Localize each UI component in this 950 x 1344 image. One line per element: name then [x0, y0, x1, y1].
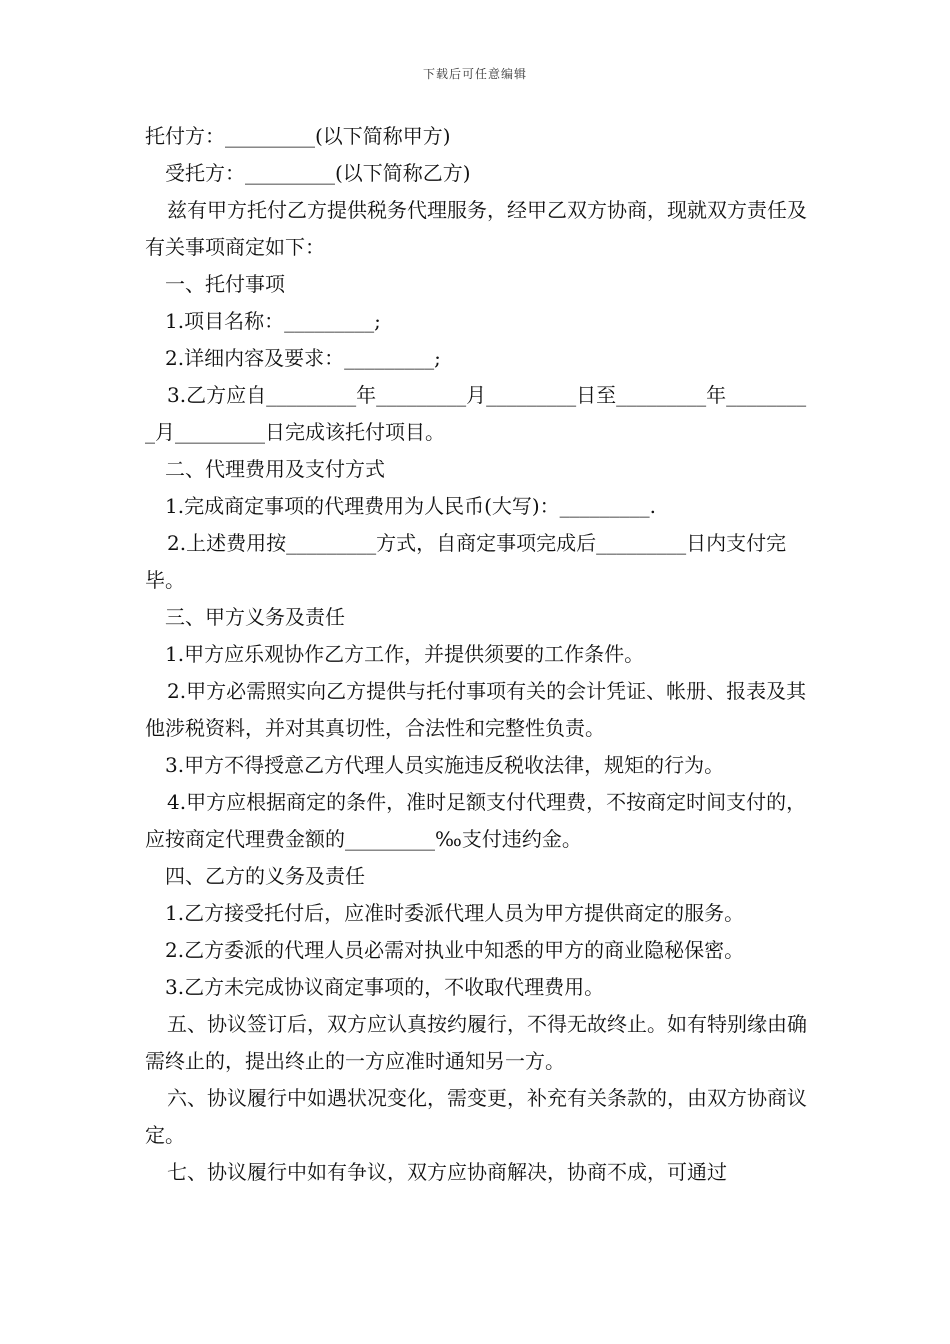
section-heading-3: 三、甲方义务及责任 [165, 605, 345, 629]
clause-1-3: 3.乙方应自_________年_________月_________日至_________年_________月_________日完成该托付项目。 [145, 383, 807, 444]
clause-4-1: 1.乙方接受托付后，应准时委派代理人员为甲方提供商定的服务。 [165, 901, 745, 925]
section-6: 六、协议履行中如遇状况变化，需变更，补充有关条款的，由双方协商议定。 [145, 1086, 807, 1147]
clause-4-2: 2.乙方委派的代理人员必需对执业中知悉的甲方的商业隐秘保密。 [165, 938, 745, 962]
paragraph-entrusting-party: 托付方：_________(以下简称甲方) [145, 124, 451, 148]
clause-4-3: 3.乙方未完成协议商定事项的，不收取代理费用。 [165, 975, 605, 999]
clause-1-1: 1.项目名称：_________; [165, 309, 381, 333]
clause-3-1: 1.甲方应乐观协作乙方工作，并提供须要的工作条件。 [165, 642, 645, 666]
clause-2-2: 2.上述费用按_________方式，自商定事项完成后_________日内支付完毕。 [145, 531, 787, 592]
section-7: 七、协议履行中如有争议，双方应协商解决，协商不成，可通过 [167, 1160, 727, 1184]
clause-3-3: 3.甲方不得授意乙方代理人员实施违反税收法律，规矩的行为。 [165, 753, 725, 777]
clause-3-4: 4.甲方应根据商定的条件，准时足额支付代理费，不按商定时间支付的，应按商定代理费金额的_________‰支付违约金。 [145, 790, 807, 851]
section-heading-1: 一、托付事项 [165, 272, 285, 296]
clause-2-1: 1.完成商定事项的代理费用为人民币(大写)：_________. [165, 494, 657, 518]
paragraph-entrusted-party: 受托方：_________(以下简称乙方) [165, 161, 471, 185]
paragraph-preamble: 兹有甲方托付乙方提供税务代理服务，经甲乙双方协商，现就双方责任及有关事项商定如下： [145, 198, 807, 259]
clause-3-2: 2.甲方必需照实向乙方提供与托付事项有关的会计凭证、帐册、报表及其他涉税资料，并对其真切性，合法性和完整性负责。 [145, 679, 807, 740]
clause-1-2: 2.详细内容及要求：_________; [165, 346, 441, 370]
document-body [145, 118, 810, 1191]
section-heading-2: 二、代理费用及支付方式 [165, 457, 385, 481]
page-header: 下载后可任意编辑 [422, 67, 527, 81]
section-5: 五、协议签订后，双方应认真按约履行，不得无故终止。如有特别缘由确需终止的，提出终止的一方应准时通知另一方。 [145, 1012, 807, 1073]
section-heading-4: 四、乙方的义务及责任 [165, 864, 365, 888]
